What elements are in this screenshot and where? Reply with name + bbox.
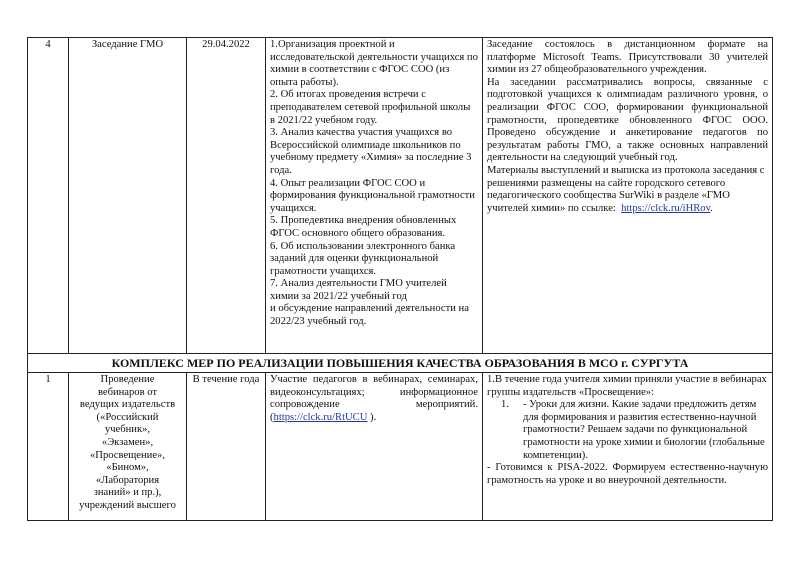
result-paragraph <box>487 165 768 215</box>
document-page <box>27 37 772 521</box>
row-number: 1 <box>28 373 69 521</box>
event-line: «Просвещение», <box>90 449 165 461</box>
row-number: 4 <box>28 38 69 354</box>
section-heading: КОМПЛЕКС МЕР ПО РЕАЛИЗАЦИИ ПОВЫШЕНИЯ КАЧЕСТВА ОБРАЗОВАНИЯ В МСО г. СУРГУТА <box>28 354 773 373</box>
description-text: Участие педагогов в вебинарах, семинарах, видеоконсультациях; информационное сопровождение мероприятий. ( <box>270 374 478 423</box>
agenda-item: 3. Анализ качества участия учащихся во Всероссийской олимпиаде школьников по учебному предмету «Химия» за последние 3 года. <box>270 127 472 176</box>
result-intro: 1.В течение года учителя химии приняли участие в вебинарах группы издательств «Просвещение»: <box>487 374 767 398</box>
event-line: Проведение <box>100 374 155 385</box>
event-date: 29.04.2022 <box>187 38 266 354</box>
section-band-row <box>28 354 773 373</box>
webinars-link[interactable]: https://clck.ru/RtUCU <box>273 411 368 423</box>
result-text: Материалы выступлений и выписка из протокола заседания с решениями размещены на сайте городского сетевого педагогического сообщества SurWiki в разделе «ГМО учителей химии» по ссылке: <box>487 164 765 214</box>
event-line: «Лаборатория <box>95 474 160 486</box>
table-row <box>28 38 773 354</box>
event-line: «Бином», <box>106 462 149 474</box>
event-date: В течение года <box>187 373 266 521</box>
agenda-item: 5. Пропедевтика внедрения обновленных ФГОС основного общего образования. <box>270 215 457 239</box>
plan-table <box>27 37 773 521</box>
event-name <box>69 373 187 521</box>
event-line: («Российский <box>96 411 159 423</box>
link-suffix: . <box>710 202 713 214</box>
event-line: знаний» и пр.), <box>93 487 162 499</box>
list-number: 1. <box>501 399 509 411</box>
event-line: вебинаров от <box>97 386 158 398</box>
description-cell <box>266 373 483 521</box>
result-paragraph: Заседание состоялось в дистанционном формате на платформе Microsoft Teams. Присутствовали 30 учителей химии из 27 общеобразовательного учреждения. <box>487 39 768 76</box>
agenda-cell <box>266 38 483 354</box>
event-name: Заседание ГМО <box>69 38 187 354</box>
event-line: учебник», <box>104 424 151 436</box>
result-cell <box>483 38 773 354</box>
numbered-list-item <box>487 399 768 462</box>
list-text: - Уроки для жизни. Какие задачи предложить детям для формирования и развития естественно-научной грамотности? Решаем задачи по функциональной грамотности на уроке химии и биологии (глобальные компетенции). <box>523 399 765 461</box>
description-suffix: ). <box>367 411 377 423</box>
event-line: учреждений высшего <box>79 499 176 511</box>
agenda-item: 2. Об итогах проведения встречи с преподавателем сетевой профильной школы <box>270 89 471 113</box>
result-paragraph: На заседании рассматривались вопросы, связанные с подготовкой учащихся к олимпиадам различного уровня, о реализации ФГОС СОО, формировании функциональной грамотности, пропедевтике обновленного ФГОС ООО. Проведено обсуждение и анкетирование педагогов по результатам работы ГМО, а также основных направлений деятельности на следующий учебный год. <box>487 76 768 164</box>
table-row <box>28 373 773 521</box>
agenda-item: 1.Организация проектной и исследовательской деятельности учащихся по химии в соответствии с ФГОС СОО (из опыта работы). <box>270 39 478 88</box>
result-cell <box>483 373 773 521</box>
agenda-item: 4. Опыт реализации ФГОС СОО и формирования функциональной грамотности учащихся. <box>270 177 475 214</box>
event-line: ведущих издательств <box>79 399 176 411</box>
agenda-item: и обсуждение направлений деятельности на 2022/23 учебный год. <box>270 303 469 328</box>
agenda-item: в 2021/22 учебном году. <box>270 114 378 126</box>
agenda-item: 7. Анализ деятельности ГМО учителей химии за 2021/22 учебный год <box>270 278 447 302</box>
surwiki-link[interactable]: https://clck.ru/iHRov <box>621 202 711 214</box>
event-line: «Экзамен», <box>101 436 154 448</box>
agenda-item: 6. Об использовании электронного банка заданий для оценки функциональной грамотности учащихся. <box>270 240 456 277</box>
result-tail: - Готовимся к PISA-2022. Формируем естественно-научную грамотность на уроке и во внеурочной деятельности. <box>487 462 768 486</box>
